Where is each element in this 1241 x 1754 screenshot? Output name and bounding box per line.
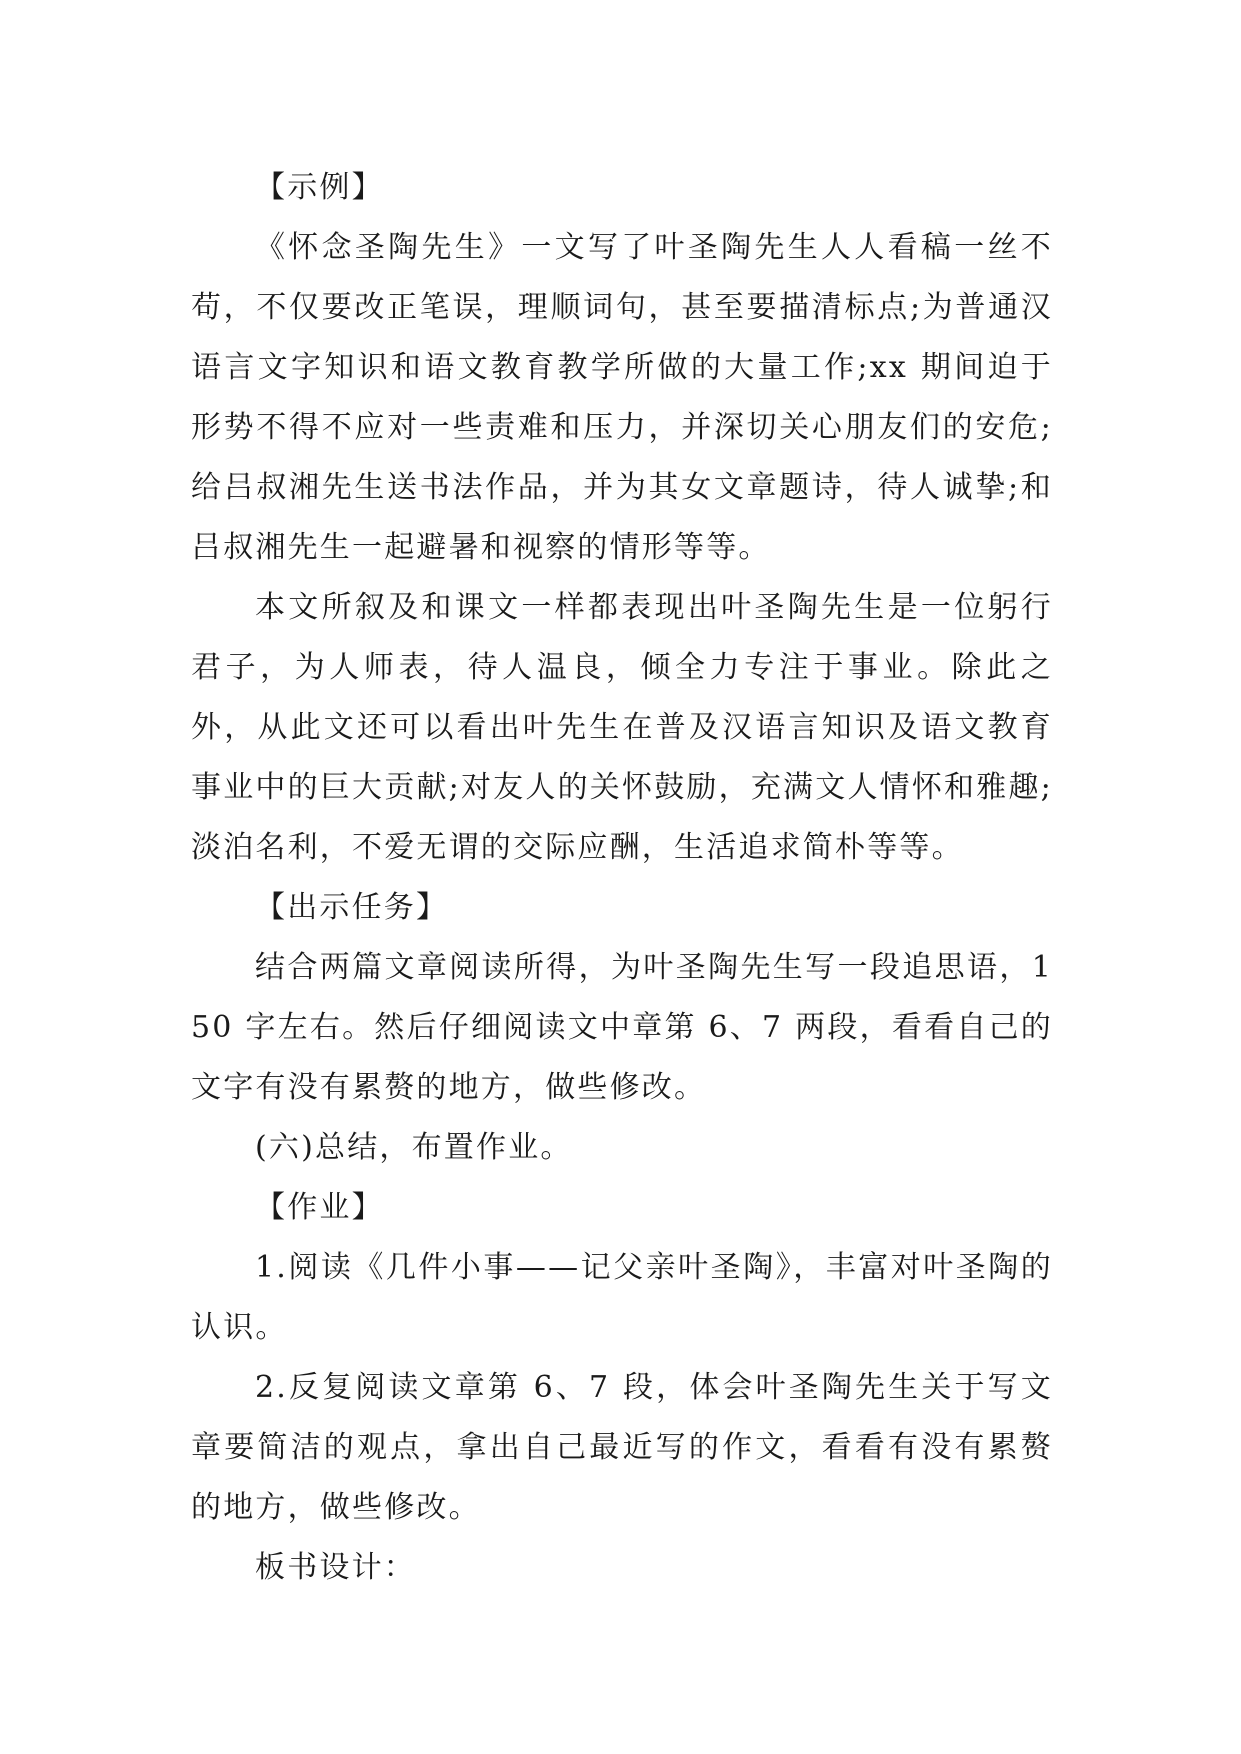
homework-item-2: 2.反复阅读文章第 6、7 段，体会叶圣陶先生关于写文章要简洁的观点，拿出自己最近写的作文，看看有没有累赘的地方，做些修改。 bbox=[191, 1370, 1053, 1525]
blackboard-design-label: 板书设计： bbox=[255, 1550, 416, 1585]
section-heading-homework: 【作业】 bbox=[255, 1190, 384, 1225]
homework-item-1: 1.阅读《几件小事——记父亲叶圣陶》，丰富对叶圣陶的认识。 bbox=[191, 1250, 1053, 1345]
section-heading-example: 【示例】 bbox=[255, 170, 384, 205]
paragraph-task: 结合两篇文章阅读所得，为叶圣陶先生写一段追思语，150 字左右。然后仔细阅读文中章第 6、7 两段，看看自己的文字有没有累赘的地方，做些修改。 bbox=[191, 950, 1053, 1105]
paragraph-summary-step: (六)总结，布置作业。 bbox=[255, 1130, 573, 1165]
document-body bbox=[191, 158, 1053, 1598]
section-heading-task: 【出示任务】 bbox=[255, 890, 449, 925]
paragraph-analysis: 本文所叙及和课文一样都表现出叶圣陶先生是一位躬行君子，为人师表，待人温良，倾全力专注于事业。除此之外，从此文还可以看出叶先生在普及汉语言知识及语文教育事业中的巨大贡献;对友人的关怀鼓励，充满文人情怀和雅趣;淡泊名利，不爱无谓的交际应酬，生活追求简朴等等。 bbox=[191, 590, 1053, 865]
paragraph-example-summary: 《怀念圣陶先生》一文写了叶圣陶先生人人看稿一丝不苟，不仅要改正笔误，理顺词句，甚至要描清标点;为普通汉语言文字知识和语文教育教学所做的大量工作;xx 期间迫于形势不得不应对一些责难和压力，并深切关心朋友们的安危;给吕叔湘先生送书法作品，并为其女文章题诗，待人诚挚;和吕叔湘先生一起避暑和视察的情形等等。 bbox=[191, 230, 1053, 565]
